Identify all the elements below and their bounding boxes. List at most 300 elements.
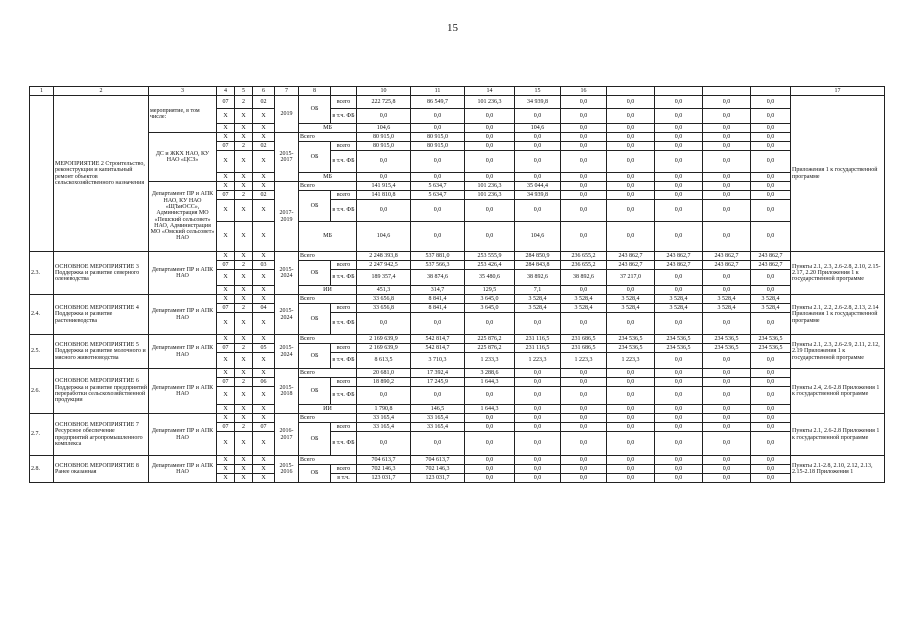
page-number: 15 [447,22,458,34]
table-cell: X [217,353,235,369]
table-cell: 0,0 [703,369,751,378]
table-cell: 2015-2024 [275,252,299,295]
table-cell: X [235,222,253,252]
table-cell: 0,0 [703,222,751,252]
table-cell: 37 217,0 [607,270,655,286]
table-cell: 0,0 [607,465,655,474]
table-cell: X [235,387,253,405]
table-cell: 141 810,8 [357,191,411,200]
table-cell: X [253,387,275,405]
table-cell: 0,0 [561,423,607,432]
table-cell: 0,0 [465,133,515,142]
table-cell: 07 [217,378,235,387]
header-cell: 4 [217,87,235,96]
table-cell: Всего [299,335,357,344]
table-cell: 0,0 [465,151,515,173]
table-cell: X [253,456,275,465]
table-cell: 2 247 942,5 [357,261,411,270]
table-cell: всего [331,344,357,353]
table-cell: 0,0 [515,456,561,465]
table-cell: 0,0 [655,133,703,142]
table-cell: 0,0 [607,109,655,124]
table-cell: 07 [253,423,275,432]
table-cell: 0,0 [465,423,515,432]
table-cell: 07 [217,344,235,353]
budget-table-body [30,87,885,483]
table-cell: 0,0 [561,474,607,483]
header-cell [331,87,357,96]
table-cell: 2016-2017 [275,414,299,456]
table-cell: 542 814,7 [411,344,465,353]
table-cell: 243 862,7 [607,252,655,261]
table-cell: 2 [235,191,253,200]
table-cell: 0,0 [607,423,655,432]
table-cell: 0,0 [411,222,465,252]
table-cell: 0,0 [703,191,751,200]
table-cell: 0,0 [515,423,561,432]
table-cell: 1 644,3 [465,405,515,414]
table-cell: 0,0 [655,222,703,252]
table-cell: 0,0 [607,96,655,109]
header-cell: 3 [149,87,217,96]
table-cell: 234 536,5 [607,335,655,344]
table-cell: 231 686,5 [561,335,607,344]
table-cell: 3 528,4 [607,304,655,313]
table-cell: X [235,173,253,182]
table-cell: 2.7. [30,414,54,456]
table-cell: 0,0 [751,378,791,387]
table-cell: Департамент ПР и АПК НАО, КУ НАО «ЩЪиОСС», Администрация МО «Пешский сельсовет» НАО, Администрация МО «Омский сельсовет» НАО [149,182,217,252]
table-cell: в т.ч. [331,474,357,483]
table-cell: 1 223,3 [561,353,607,369]
table-cell: всего [331,304,357,313]
table-cell: 1 644,3 [465,378,515,387]
table-cell: Всего [299,414,357,423]
header-cell [751,87,791,96]
table-cell: 234 536,5 [703,335,751,344]
table-cell: X [235,474,253,483]
table-cell: всего [331,191,357,200]
table-cell: в т.ч. ФБ [331,151,357,173]
table-cell: 104,6 [357,124,411,133]
table-cell: ОБ [299,423,331,456]
table-cell: 0,0 [655,96,703,109]
table-row [30,456,885,465]
table-cell: 3 288,6 [465,369,515,378]
table-cell: ОСНОВНОЕ МЕРОПРИЯТИЕ 6 Поддержка и развитие предприятий переработки сельскохозяйственной продукции [54,369,149,414]
table-cell: 0,0 [751,456,791,465]
table-cell: 234 536,5 [655,335,703,344]
table-cell: 0,0 [515,200,561,222]
table-cell: 0,0 [465,313,515,335]
table-header-row [30,87,885,96]
table-cell: 8 841,4 [411,304,465,313]
table-cell: 1 223,3 [515,353,561,369]
table-cell: 2019 [275,96,299,133]
table-cell: 146,5 [411,405,465,414]
table-cell: 0,0 [357,109,411,124]
table-cell: 0,0 [655,423,703,432]
table-cell: 0,0 [607,387,655,405]
table-cell: 0,0 [655,182,703,191]
table-cell: 0,0 [751,191,791,200]
table-cell: 0,0 [515,414,561,423]
table-cell: 0,0 [411,432,465,456]
table-cell: X [253,133,275,142]
table-cell: 0,0 [751,182,791,191]
table-cell: 243 862,7 [655,261,703,270]
table-cell: 236 655,2 [561,252,607,261]
table-cell: 0,0 [465,387,515,405]
table-cell: 129,5 [465,286,515,295]
table-cell: 0,0 [607,456,655,465]
table-cell: всего [331,378,357,387]
table-cell: 3 528,4 [607,295,655,304]
table-cell: X [235,133,253,142]
table-cell: 0,0 [703,109,751,124]
table-cell: 0,0 [655,270,703,286]
table-cell: Пункты 2.1, 2.3, 2.6-2.8, 2.10, 2.15-2.17, 2.20 Приложения 1 к государственной программе [791,252,885,295]
table-cell: 3 528,4 [515,295,561,304]
table-cell: 07 [217,142,235,151]
table-cell: 0,0 [465,222,515,252]
table-cell: Департамент ПР и АПК НАО [149,335,217,369]
table-cell: 0,0 [561,313,607,335]
table-cell: 0,0 [561,456,607,465]
table-cell: 0,0 [751,151,791,173]
table-cell: 0,0 [703,387,751,405]
table-cell: 0,0 [703,423,751,432]
table-cell: 231 116,5 [515,335,561,344]
table-cell: 02 [253,142,275,151]
table-cell: X [235,405,253,414]
table-cell: 0,0 [703,182,751,191]
table-cell: 38 874,6 [411,270,465,286]
table-cell: X [253,335,275,344]
table-cell: 314,7 [411,286,465,295]
table-cell: X [235,313,253,335]
table-cell: 35 044,4 [515,182,561,191]
table-cell: 0,0 [465,109,515,124]
table-cell: 284 843,8 [515,261,561,270]
table-cell: 17 392,4 [411,369,465,378]
table-cell: 3 528,4 [703,295,751,304]
table-cell: 2.6. [30,369,54,414]
table-cell: X [235,124,253,133]
table-cell: 0,0 [655,465,703,474]
table-cell: 0,0 [515,465,561,474]
table-cell: 0,0 [561,124,607,133]
table-cell: X [217,133,235,142]
table-cell: 0,0 [655,124,703,133]
header-cell: 17 [791,87,885,96]
table-cell: Департамент ПР и АПК НАО [149,295,217,335]
table-cell: 101 236,3 [465,96,515,109]
table-cell: 234 536,5 [655,344,703,353]
table-cell: 1 790,8 [357,405,411,414]
table-cell: 2015-2016 [275,456,299,483]
table-cell: X [235,369,253,378]
table-cell: 0,0 [703,270,751,286]
table-cell: X [253,109,275,124]
table-cell: 0,0 [607,151,655,173]
header-cell [607,87,655,96]
table-cell: 04 [253,304,275,313]
table-cell: ОБ [299,378,331,405]
table-cell: 80 915,0 [357,142,411,151]
table-cell: X [253,222,275,252]
table-cell: 0,0 [703,414,751,423]
table-cell: Всего [299,182,357,191]
table-cell: 243 862,7 [751,261,791,270]
table-cell: МБ [299,173,357,182]
table-cell: 222 725,8 [357,96,411,109]
table-cell: 3 645,0 [465,304,515,313]
table-cell: 20 681,0 [357,369,411,378]
table-cell: 2 169 639,9 [357,344,411,353]
table-cell: 0,0 [515,173,561,182]
table-cell: 3 528,4 [703,304,751,313]
table-cell: 231 686,5 [561,344,607,353]
table-cell: Приложения 1 к государственной программе [791,96,885,252]
table-cell: 06 [253,378,275,387]
table-cell: X [253,270,275,286]
table-cell: 33 165,4 [411,414,465,423]
table-cell: X [253,286,275,295]
table-cell: 0,0 [751,353,791,369]
table-cell: 537 881,0 [411,252,465,261]
table-cell: 02 [253,96,275,109]
table-cell: 07 [217,304,235,313]
table-cell: 234 536,5 [751,344,791,353]
table-cell: 0,0 [561,133,607,142]
table-cell: 0,0 [703,142,751,151]
table-cell: 0,0 [751,222,791,252]
table-cell: Пункты 2.1, 2.3, 2.6-2.9, 2.11, 2.12, 2.19 Приложения 1 к государственной программе [791,335,885,369]
header-cell: 2 [54,87,149,96]
table-cell: 3 528,4 [515,304,561,313]
table-cell: 3 710,3 [411,353,465,369]
table-cell: 7,1 [515,286,561,295]
table-cell: 231 116,5 [515,344,561,353]
table-cell: МБ [299,222,357,252]
header-cell [655,87,703,96]
table-cell: 225 876,2 [465,344,515,353]
table-cell: ИИ [299,286,357,295]
table-cell: 189 357,4 [357,270,411,286]
table-cell: всего [331,465,357,474]
table-cell: 0,0 [515,369,561,378]
table-cell: 0,0 [751,387,791,405]
table-cell: ОБ [299,465,331,483]
table-cell: X [217,432,235,456]
table-row [30,369,885,378]
table-cell: МБ [299,124,357,133]
table-cell: 33 656,8 [357,295,411,304]
table-cell: 33 165,4 [357,423,411,432]
table-cell: 0,0 [561,200,607,222]
table-cell: X [253,151,275,173]
table-cell: 0,0 [515,109,561,124]
table-cell: 0,0 [703,124,751,133]
table-cell: 0,0 [751,432,791,456]
table-cell: в т.ч. ФБ [331,432,357,456]
table-cell: 80 915,0 [357,133,411,142]
table-cell: 2015-2017 [275,133,299,182]
table-cell: 123 031,7 [411,474,465,483]
table-cell: 0,0 [561,432,607,456]
table-cell: 86 549,7 [411,96,465,109]
header-cell: 7 [275,87,299,96]
table-cell: X [235,295,253,304]
table-cell: 02 [253,191,275,200]
table-cell: в т.ч. ФБ [331,353,357,369]
table-cell: Всего [299,369,357,378]
table-cell: X [253,252,275,261]
table-cell: 0,0 [607,142,655,151]
table-cell: 0,0 [515,474,561,483]
table-cell: 243 862,7 [703,252,751,261]
table-cell: ОБ [299,96,331,124]
table-cell: 07 [217,191,235,200]
table-cell: X [253,414,275,423]
table-cell: X [235,252,253,261]
table-cell: 0,0 [703,353,751,369]
table-cell: 0,0 [751,133,791,142]
table-cell: 0,0 [357,387,411,405]
table-cell: X [235,353,253,369]
table-cell: 5 634,7 [411,191,465,200]
table-cell: X [253,405,275,414]
table-cell: 0,0 [655,173,703,182]
table-cell: 0,0 [655,313,703,335]
table-cell: 243 862,7 [607,261,655,270]
table-cell: 0,0 [751,414,791,423]
header-cell: 5 [235,87,253,96]
table-cell: 33 165,4 [411,423,465,432]
table-cell: 0,0 [655,456,703,465]
table-cell: 0,0 [465,465,515,474]
table-cell: 0,0 [655,405,703,414]
table-cell: 253 555,9 [465,252,515,261]
table-cell: 0,0 [561,387,607,405]
table-cell: Всего [299,456,357,465]
table-cell: 0,0 [561,378,607,387]
table-cell: 2 [235,261,253,270]
table-cell: X [235,286,253,295]
table-cell: 0,0 [607,191,655,200]
table-cell: X [235,335,253,344]
table-cell: 07 [217,96,235,109]
table-row [30,414,885,423]
table-cell: 0,0 [561,173,607,182]
table-cell: всего [331,423,357,432]
table-cell: 0,0 [655,200,703,222]
table-cell: 2.5. [30,335,54,369]
table-cell: X [217,387,235,405]
table-cell: 104,6 [357,222,411,252]
table-cell: ОБ [299,191,331,222]
table-cell: 0,0 [655,432,703,456]
table-cell: 0,0 [411,124,465,133]
table-cell: 0,0 [703,313,751,335]
table-cell: 101 236,3 [465,191,515,200]
table-cell: 0,0 [465,124,515,133]
table-cell: ИИ [299,405,357,414]
table-cell: 225 876,2 [465,335,515,344]
table-cell: 0,0 [607,173,655,182]
table-cell: 33 165,4 [357,414,411,423]
table-cell: 3 528,4 [655,304,703,313]
table-cell: 0,0 [465,414,515,423]
table-cell: 5 634,7 [411,182,465,191]
table-cell: X [253,173,275,182]
table-cell: 0,0 [703,286,751,295]
table-cell: 0,0 [607,414,655,423]
table-cell: 2 [235,142,253,151]
table-cell: Пункты 2.1-2.8, 2.10, 2.12, 2.13, 2.15-2.18 Приложения 1 [791,456,885,483]
table-cell: 0,0 [561,405,607,414]
table-cell: Всего [299,252,357,261]
table-cell: 0,0 [751,313,791,335]
header-cell [703,87,751,96]
table-cell: 451,3 [357,286,411,295]
table-cell: в т.ч. ФБ [331,387,357,405]
table-cell: 0,0 [411,200,465,222]
table-cell: Пункты 2.1, 2.6-2.8 Приложения 1 к государственной программе [791,414,885,456]
table-row [30,182,885,191]
table-cell: 0,0 [751,173,791,182]
table-cell: 243 862,7 [703,261,751,270]
table-row [30,335,885,344]
table-cell: 0,0 [751,270,791,286]
table-cell: Пункты 2.4, 2.6-2.8 Приложения 1 к государственной программе [791,369,885,414]
table-cell: 542 814,7 [411,335,465,344]
table-cell: 0,0 [655,191,703,200]
table-cell: 243 862,7 [751,252,791,261]
table-cell: 234 536,5 [703,344,751,353]
table-cell: 0,0 [515,432,561,456]
table-cell: 2 [235,344,253,353]
table-cell: Департамент ПР и АПК НАО [149,369,217,414]
table-cell: 141 915,4 [357,182,411,191]
table-cell: 2015-2024 [275,295,299,335]
header-cell: 15 [515,87,561,96]
table-cell: X [235,182,253,191]
table-cell: 2 248 393,8 [357,252,411,261]
table-cell: 17 245,9 [411,378,465,387]
table-cell: всего [331,96,357,109]
table-cell: X [253,313,275,335]
table-cell: X [253,369,275,378]
table-cell: X [217,109,235,124]
table-cell: 0,0 [751,142,791,151]
table-cell: X [217,222,235,252]
table-cell: 0,0 [357,173,411,182]
table-cell: в т.ч. ФБ [331,270,357,286]
table-cell: X [235,151,253,173]
table-cell: в т.ч. ФБ [331,109,357,124]
table-cell: всего [331,261,357,270]
table-cell: 0,0 [515,133,561,142]
table-cell: 0,0 [465,474,515,483]
table-cell: 243 862,7 [655,252,703,261]
table-cell: мероприятие, в том числе: [149,96,217,133]
table-cell: 0,0 [561,109,607,124]
table-cell: 253 426,4 [465,261,515,270]
budget-table [29,86,885,483]
table-cell: 0,0 [515,387,561,405]
